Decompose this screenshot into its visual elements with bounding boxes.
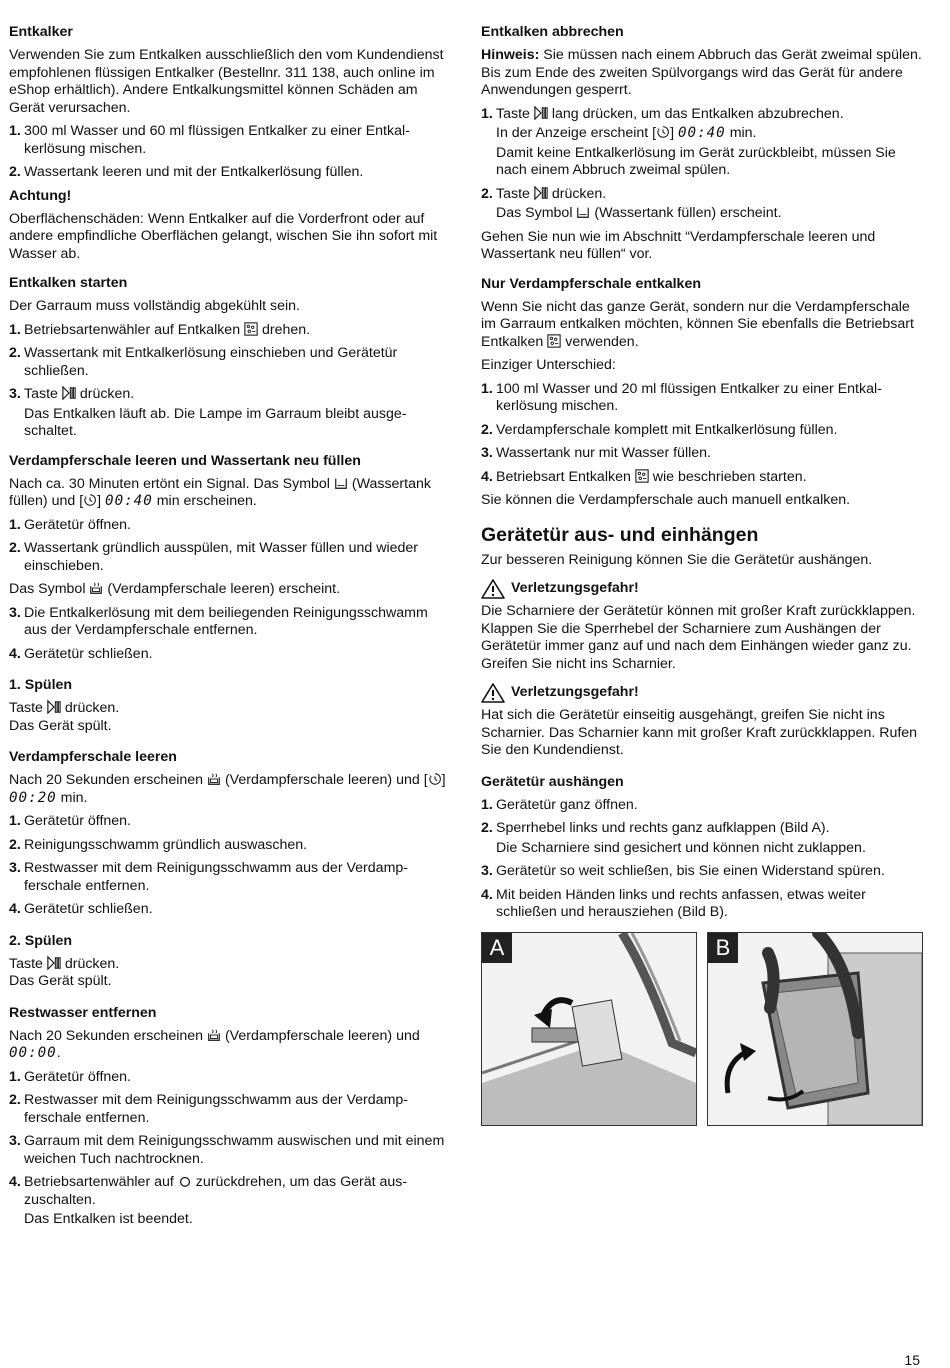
section-title-achtung: Achtung! [9,187,72,204]
step-number: 4. [9,1174,21,1190]
step-number: 4. [9,901,21,917]
step-number: 2. [9,345,21,361]
section-title-spuelen-2: 2. Spülen [9,932,73,949]
text: drücken. [64,700,120,716]
step-number: 3. [9,604,21,621]
text: min erscheinen. [156,493,257,509]
list-item [481,887,926,922]
step-result [496,205,926,223]
list-item [9,901,454,919]
step-number: 1. [9,321,21,338]
step-text: drehen. [262,321,311,338]
text: Taste [9,700,43,716]
right-column [481,18,926,1126]
step-text: Taste [496,185,530,202]
list-item [9,386,454,441]
list-item [481,422,926,440]
step-number: 1. [481,796,493,813]
steps-list [9,605,454,664]
section-title-restwasser: Restwasser entfernen [9,1004,157,1021]
step-number: 2. [9,1092,21,1108]
hint-label: Hinweis: [481,47,540,63]
step-result: Das Entkalken läuft ab. Die Lampe im Garraum bleibt ausgeschaltet. [24,405,407,439]
figure-b [707,932,923,1126]
step-number: 4. [481,886,493,903]
figure-row [481,932,926,1126]
text: (Verdampferschale leeren) erscheint. [107,581,341,597]
list-item [9,540,454,575]
step-result: Die Scharniere sind gesichert und können nicht zuklappen. [496,839,866,856]
start-pause-icon [47,956,61,970]
step-number: 3. [9,386,21,402]
step-text: Gerätetür schließen. [24,901,153,917]
figure-a [481,932,697,1126]
section-title-nur-verdampferschale: Nur Verdampferschale entkalken [481,275,702,292]
step-text: Taste [24,386,58,402]
step-text: Gerätetür öffnen. [24,1068,132,1085]
step-result: Damit keine Entkalkerlösung im Gerät zurückbleibt, müssen Sie nach einem Abbruch zweimal spülen. [496,144,896,178]
evaporator-dish-icon [207,1028,221,1042]
step-text: Wassertank mit Entkalkerlösung einschieben und Gerätetür schließen. [24,345,398,379]
evaporator-dish-icon [207,772,221,786]
paragraph: Nach 20 Sekunden erscheinen (Verdampferschale leeren) und 00:00. [9,1027,420,1061]
evaporator-dish-icon [89,581,103,595]
step-result [496,125,926,143]
step-text: Wassertank nur mit Wasser füllen. [496,445,711,461]
step-text: Wassertank leeren und mit der Entkalkerlösung füllen. [24,164,364,180]
steps-list [481,797,926,922]
list-item [481,863,926,881]
list-item [481,469,926,487]
list-item [9,123,454,158]
step-text: Garraum mit dem Reinigungsschwamm auswischen und mit einem weichen Tuch nachtrocknen. [24,1133,445,1167]
text: min. [60,789,88,806]
text: Nach 20 Sekunden erscheinen [9,772,204,788]
steps-list [9,322,454,441]
text: Das Symbol [9,581,86,597]
figure-label: B [708,933,738,963]
list-item [481,797,926,815]
water-tank-icon [334,476,348,490]
list-item [481,381,926,416]
text: drücken. [64,955,120,972]
door-removal-illustration [708,933,922,1125]
paragraph: Sie können die Verdampferschale auch manuell entkalken. [481,492,851,508]
water-tank-icon [576,205,590,219]
text: ] [670,125,675,141]
text: verwenden. [565,333,639,350]
list-item [481,106,926,180]
step-text: Taste [496,105,530,122]
paragraph [9,581,454,599]
step-number: 4. [481,468,493,485]
section-title-abbrechen: Entkalken abbrechen [481,24,624,40]
section-title-spuelen-1: 1. Spülen [9,677,73,693]
display-time: 00:00 [9,1045,57,1061]
paragraph [9,476,454,511]
descale-mode-icon [244,322,258,336]
hinge-illustration [482,933,696,1125]
warning-title: Verletzungsgefahr! [511,580,639,597]
step-text: drücken. [79,386,135,402]
text: Sie müssen nach einem Abbruch das Gerät zweimal spülen. Bis zum Ende des zweiten Spülvorgangs wird das Gerät für andere Anwendungen gesperrt. [481,47,922,98]
step-text: Sperrhebel links und rechts ganz aufklappen (Bild A). [496,820,830,836]
paragraph: Hat sich die Gerätetür einseitig ausgehängt, greifen Sie nicht ins Scharnier. Das Scharnier kann mit großer Kraft zurückklappen. Rufen Sie den Kundendienst. [481,707,918,758]
step-number: 3. [9,860,21,876]
text: Das Symbol [496,205,573,221]
list-item [9,345,454,380]
step-number: 1. [9,123,21,139]
display-time: 00:40 [105,493,153,509]
text: (Verdampferschale leeren) und [ [224,772,428,788]
section-title-starten: Entkalken starten [9,275,128,291]
steps-list [9,123,454,182]
section-title-aushaengen: Gerätetür aushängen [481,773,624,790]
step-text: Betriebsartenwähler auf [24,1174,174,1190]
text: (Verdampferschale leeren) und [224,1027,420,1044]
list-item [9,1174,454,1229]
start-pause-icon [534,186,548,200]
step-text: Wassertank gründlich ausspülen, mit Wasser füllen und wieder einschieben. [24,540,419,574]
step-text: lang drücken, um das Entkalken abzubrechen. [551,105,844,122]
step-number: 1. [9,813,21,829]
left-column [9,18,454,1235]
display-time: 00:40 [678,125,726,141]
step-number: 2. [9,540,21,556]
step-text: zurückdrehen, um das Gerät auszuschalten. [24,1174,408,1208]
paragraph: Der Garraum muss vollständig abgekühlt sein. [9,298,300,314]
step-number: 2. [481,820,493,836]
step-result: Das Entkalken ist beendet. [24,1211,193,1227]
step-text: Restwasser mit dem Reinigungsschwamm aus der Verdampferschale entfernen. [24,1092,409,1126]
step-text: Reinigungsschwamm gründlich auswaschen. [24,836,308,853]
steps-list [9,517,454,576]
text: Nach 20 Sekunden erscheinen [9,1027,204,1044]
warning-title: Verletzungsgefahr! [511,684,639,701]
step-number: 2. [9,836,21,853]
start-pause-icon [534,106,548,120]
paragraph [9,956,454,974]
step-number: 3. [9,1133,21,1149]
warning-heading [481,579,926,599]
steps-list [481,381,926,487]
text: In der Anzeige erscheint [ [496,125,657,141]
list-item [481,445,926,463]
step-text: wie beschrieben starten. [652,468,807,485]
paragraph: Oberflächenschäden: Wenn Entkalker auf die Vorderfront oder auf andere empfindliche Oberflächen gelangt, wischen Sie ihn sofort mit Wasser ab. [9,210,438,262]
step-text: drücken. [551,185,607,202]
timer-icon [83,493,97,507]
paragraph: Verwenden Sie zum Entkalken ausschließlich den vom Kundendienst empfohlenen flüssigen Entkalker (Bestellnr. 311 138, auch online im eShop erhältlich). Andere Entkalkungsmittel können Schäden am Gerät verursachen. [9,47,444,116]
paragraph [481,47,926,100]
step-text: Gerätetür öffnen. [24,813,132,829]
list-item [9,646,454,664]
paragraph: Gehen Sie nun wie im Abschnitt “Verdampferschale leeren und Wassertank neu füllen“ vor. [481,228,876,262]
text: ] [97,493,102,509]
descale-mode-icon [547,334,561,348]
step-text: 300 ml Wasser und 60 ml flüssigen Entkalker zu einer Entkalkerlösung mischen. [24,123,410,157]
descale-mode-icon [635,469,649,483]
step-number: 3. [481,863,493,879]
step-text: Die Entkalkerlösung mit dem beiliegenden Reinigungsschwamm aus der Verdampferschale entfernen. [24,604,428,638]
paragraph [9,700,454,718]
list-item [481,186,926,223]
step-number: 2. [9,164,21,180]
steps-list [481,106,926,223]
paragraph [9,772,454,807]
list-item [481,820,926,857]
step-text: Gerätetür öffnen. [24,516,132,533]
text: Nach ca. 30 Minuten ertönt ein Signal. Das Symbol [9,475,330,492]
step-text: Mit beiden Händen links und rechts anfassen, etwas weiter schließen und herausziehen (Bild B). [496,886,866,920]
paragraph: Einziger Unterschied: [481,357,616,373]
list-item [9,837,454,855]
list-item [9,322,454,340]
steps-list [9,813,454,919]
section-title-verdampferschale: Verdampferschale leeren und Wassertank neu füllen [9,452,361,469]
start-pause-icon [47,700,61,714]
text: Taste [9,955,43,972]
step-text: Gerätetür schließen. [24,645,153,662]
list-item [9,1092,454,1127]
step-number: 1. [481,380,493,397]
page-number: 15 [904,1352,920,1368]
section-title-verdampferschale-leeren: Verdampferschale leeren [9,749,177,765]
step-number: 1. [9,1068,21,1085]
list-item [9,1133,454,1168]
steps-list [9,1069,454,1229]
off-circle-icon [178,1174,192,1188]
display-time: 00:20 [9,789,57,806]
text: Wenn Sie nicht das ganze Gerät, sondern nur die Verdampferschale im Garraum entkalken möchten, können Sie ebenfalls die Betriebsart Entkalken [481,298,914,350]
step-text: Verdampferschale komplett mit Entkalkerlösung füllen. [496,421,838,438]
step-number: 4. [9,645,21,662]
text: ] [441,772,446,788]
step-text: Betriebsartenwähler auf Entkalken [24,321,241,338]
paragraph: Die Scharniere der Gerätetür können mit großer Kraft zurückklappen. Klappen Sie die Sperrhebel der Scharniere zum Aushängen der Gerätetür immer ganz auf und nach dem Einhängen wieder ganz zu. Greifen Sie nicht ins Scharnier. [481,603,916,672]
step-number: 2. [481,185,493,202]
paragraph [481,299,926,352]
figure-label: A [482,933,512,963]
warning-icon [481,579,505,599]
start-pause-icon [62,386,76,400]
step-number: 1. [9,516,21,533]
step-text: Gerätetür so weit schließen, bis Sie einen Widerstand spüren. [496,863,885,879]
step-number: 2. [481,421,493,438]
step-text: Betriebsart Entkalken [496,468,631,485]
text: (Wassertank füllen) erscheint. [594,205,782,221]
list-item [9,605,454,640]
text: min. [729,125,757,141]
list-item [9,517,454,535]
list-item [9,860,454,895]
paragraph: Das Gerät spült. [9,973,112,989]
text: (Wassertank füllen) und [ [9,475,431,509]
paragraph: Das Gerät spült. [9,717,112,734]
step-number: 1. [481,105,493,122]
timer-icon [656,125,670,139]
list-item [9,1069,454,1087]
step-text: 100 ml Wasser und 20 ml flüssigen Entkalker zu einer Entkalkerlösung mischen. [496,380,882,414]
section-title-entkalker: Entkalker [9,24,73,40]
step-text: Gerätetür ganz öffnen. [496,796,638,813]
section-title-geraetetuer: Gerätetür aus- und einhängen [481,523,759,546]
warning-heading [481,683,926,703]
list-item [9,164,454,182]
warning-icon [481,683,505,703]
step-number: 3. [481,445,493,461]
list-item [9,813,454,831]
step-text: Restwasser mit dem Reinigungsschwamm aus der Verdampferschale entfernen. [24,860,409,894]
timer-icon [428,772,442,786]
paragraph: Zur besseren Reinigung können Sie die Gerätetür aushängen. [481,551,873,568]
